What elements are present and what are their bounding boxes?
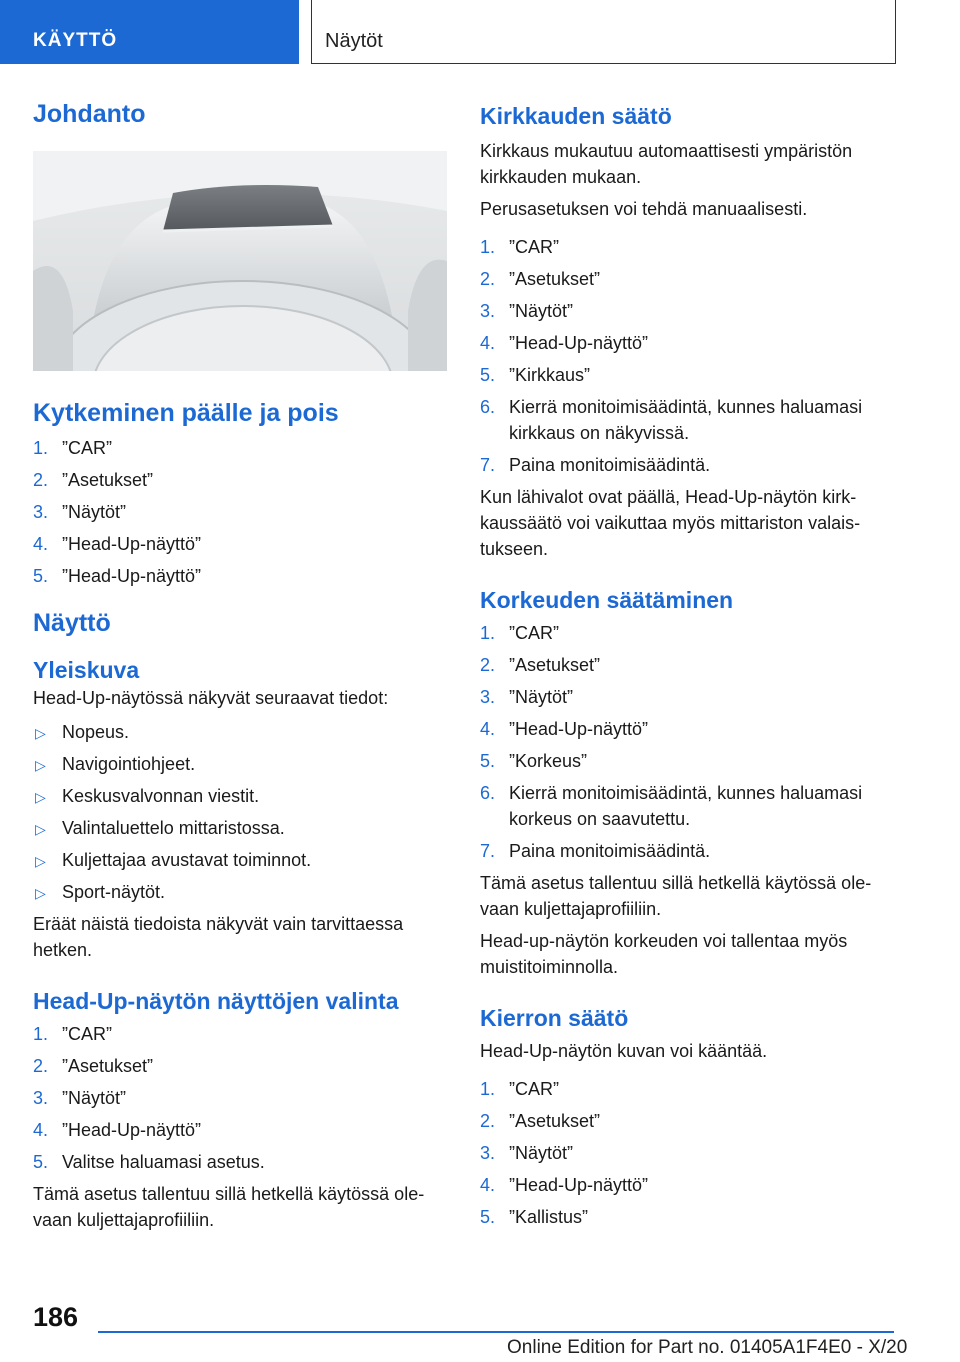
height-note: Tämä asetus tallentuu sillä hetkellä käytössä olevaan kuljettajaprofiiliin. [480, 872, 872, 919]
height-heading: Korkeuden säätäminen [480, 586, 734, 613]
brightness-text-2: Perusasetuksen voi tehdä manuaalisesti. [480, 198, 808, 219]
list-item: ▷ Keskusvalvonnan viestit. [35, 786, 260, 807]
list-item: 4. ”Head-Up-näyttö” [33, 1120, 202, 1141]
list-item: ▷ Kuljettajaa avustavat toiminnot. [35, 850, 312, 871]
section-header [311, 0, 896, 64]
list-item: 1. ”CAR” [480, 1078, 559, 1099]
rotation-text: Head-Up-näytön kuvan voi kääntää. [480, 1040, 768, 1061]
overview-list [33, 719, 453, 905]
footer-divider [98, 1331, 894, 1333]
list-item: 2. ”Asetukset” [33, 1056, 154, 1077]
list-item: 7. Paina monitoimisäädintä. [480, 840, 711, 861]
list-item: 5. ”Kirkkaus” [480, 364, 591, 385]
list-item: ▷ Sport-näytöt. [35, 882, 166, 903]
overview-text: Head-Up-näytössä näkyvät seuraavat tiedot: [33, 688, 389, 709]
on-off-heading: Kytkeminen päälle ja pois [33, 398, 339, 427]
list-item: 5. ”Korkeus” [480, 750, 588, 771]
overview-note: Eräät näistä tiedoista näkyvät vain tarvittaessa hetken. [33, 914, 404, 961]
brightness-text: Kirkkaus mukautuu automaattisesti ympäristön kirkkauden mukaan. [480, 140, 853, 187]
list-item: 7. Paina monitoimisäädintä. [480, 454, 711, 475]
height-note-2: Head-up-näytön korkeuden voi tallentaa myös muistitoiminnolla. [480, 930, 848, 977]
list-item: 2. ”Asetukset” [480, 268, 601, 289]
edition-text: Online Edition for Part no. 01405A1F4E0 - X/20 [507, 1337, 908, 1358]
list-item: 2. ”Asetukset” [33, 470, 154, 490]
list-item: 1. ”CAR” [480, 236, 559, 257]
height-steps [480, 620, 900, 864]
list-item: 3. ”Näytöt” [33, 502, 127, 522]
chapter-label: KÄYTTÖ [33, 30, 118, 51]
on-off-steps [33, 435, 453, 589]
section-title: Näytöt [325, 30, 383, 52]
list-item: 2. ”Asetukset” [480, 1110, 601, 1131]
rotation-steps [480, 1076, 900, 1230]
list-item: ▷ Valintaluettelo mittaristossa. [35, 818, 285, 839]
selection-note: Tämä asetus tallentuu sillä hetkellä käytössä olevaan kuljettajaprofiiliin. [33, 1184, 425, 1231]
list-item: 5. ”Kallistus” [480, 1206, 589, 1227]
intro-heading: Johdanto [33, 100, 146, 128]
list-item: 1. ”CAR” [480, 622, 559, 643]
rotation-heading: Kierron säätö [480, 1004, 629, 1031]
list-item: 3. ”Näytöt” [33, 1088, 127, 1109]
head-up-display-photo [33, 151, 447, 371]
overview-heading: Yleiskuva [33, 656, 140, 683]
brightness-steps [480, 234, 900, 478]
list-item: 1. ”CAR” [33, 1024, 112, 1045]
right-column [480, 98, 900, 1236]
list-item: 1. ”CAR” [33, 438, 112, 458]
list-item: 2. ”Asetukset” [480, 654, 601, 675]
list-item: 5. Valitse haluamasi asetus. [33, 1152, 265, 1173]
brightness-heading: Kirkkauden säätö [480, 103, 672, 129]
list-item: ▷ Navigointiohjeet. [35, 754, 196, 775]
chapter-tab[interactable] [0, 0, 299, 64]
brightness-note: Kun lähivalot ovat päällä, Head-Up-näytön kirkkaussäätö voi vaikuttaa myös mittariston valaistukseen. [480, 486, 861, 559]
list-item: 5. ”Head-Up-näyttö” [33, 566, 202, 586]
list-item: 4. ”Head-Up-näyttö” [33, 534, 202, 554]
list-item: 6. Kierrä monitoimisäädintä, kunnes haluamasi kirkkaus on näkyvissä. [480, 396, 863, 443]
selection-steps [33, 1021, 453, 1175]
list-item: 4. ”Head-Up-näyttö” [480, 718, 649, 739]
list-item: 3. ”Näytöt” [480, 686, 574, 707]
list-item: ▷ Nopeus. [35, 722, 130, 743]
list-item: 3. ”Näytöt” [480, 300, 574, 321]
list-item: 4. ”Head-Up-näyttö” [480, 1174, 649, 1195]
left-column [33, 98, 453, 1233]
list-item: 4. ”Head-Up-näyttö” [480, 332, 649, 353]
list-item: 3. ”Näytöt” [480, 1142, 574, 1163]
list-item: 6. Kierrä monitoimisäädintä, kunnes haluamasi korkeus on saavutettu. [480, 782, 863, 829]
page-number: 186 [33, 1302, 79, 1332]
selection-heading: Head-Up-näytön näyttöjen valinta [33, 988, 399, 1015]
display-heading: Näyttö [33, 609, 111, 637]
